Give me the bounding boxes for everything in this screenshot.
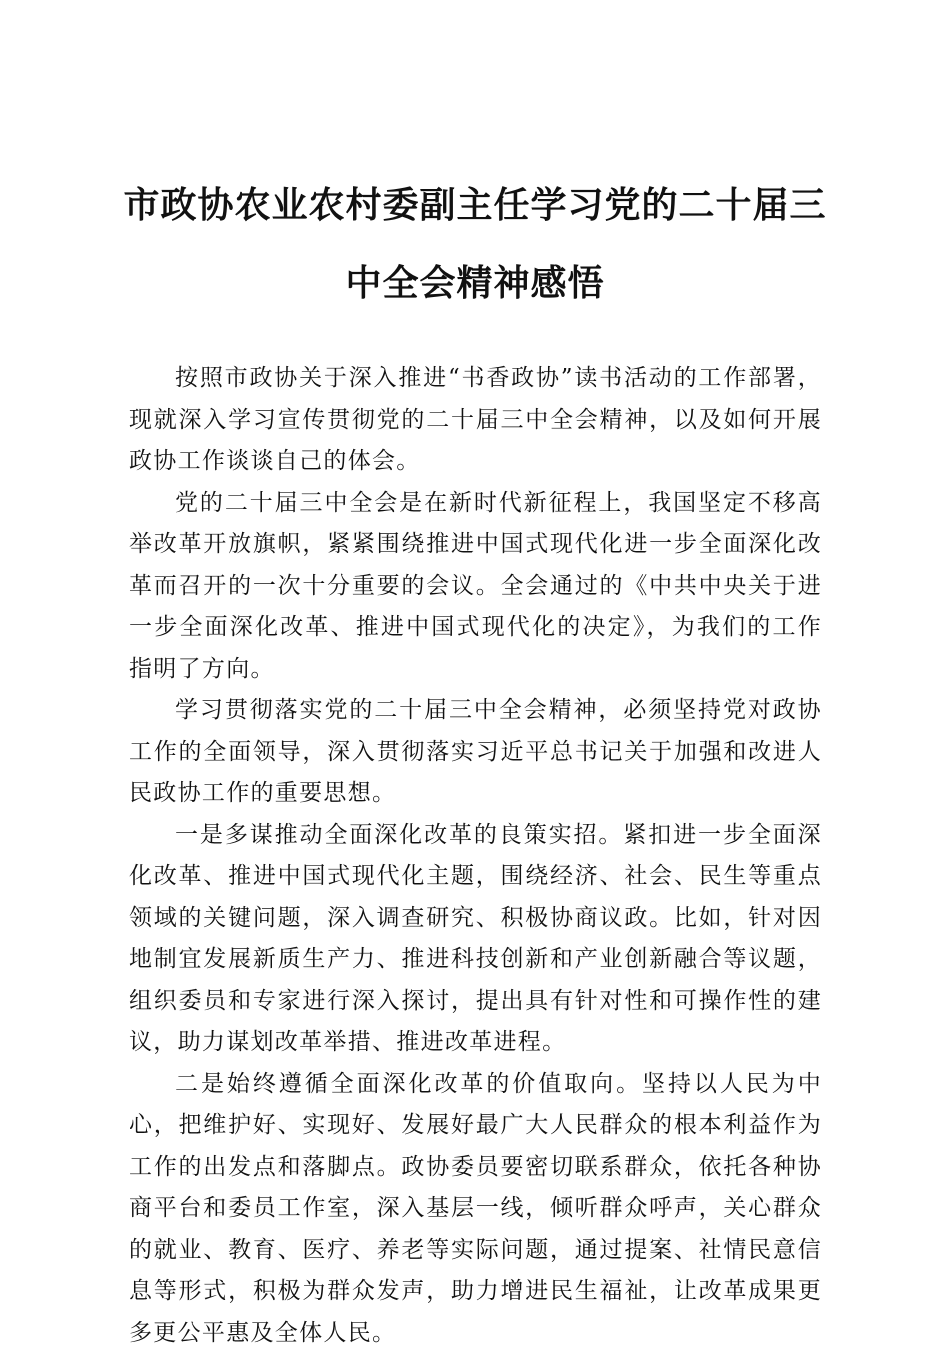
paragraph: 党的二十届三中全会是在新时代新征程上，我国坚定不移高举改革开放旗帜，紧紧围绕推进中国式现代化进一步全面深化改革而召开的一次十分重要的会议。全会通过的《中共中央关于进一步全面深化改革、推进中国式现代化的决定》，为我们的工作指明了方向。 (129, 483, 822, 691)
paragraph: 二是始终遵循全面深化改革的价值取向。坚持以人民为中心，把维护好、实现好、发展好最广大人民群众的根本利益作为工作的出发点和落脚点。政协委员要密切联系群众，依托各种协商平台和委员工作室，深入基层一线，倾听群众呼声，关心群众的就业、教育、医疗、养老等实际问题，通过提案、社情民意信息等形式，积极为群众发声，助力增进民生福祉，让改革成果更多更公平惠及全体人民。 (129, 1064, 822, 1354)
paragraph: 一是多谋推动全面深化改革的良策实招。紧扣进一步全面深化改革、推进中国式现代化主题，围绕经济、社会、民生等重点领域的关键问题，深入调查研究、积极协商议政。比如，针对因地制宜发展新质生产力、推进科技创新和产业创新融合等议题，组织委员和专家进行深入探讨，提出具有针对性和可操作性的建议，助力谋划改革举措、推进改革进程。 (129, 815, 822, 1064)
paragraph: 学习贯彻落实党的二十届三中全会精神，必须坚持党对政协工作的全面领导，深入贯彻落实习近平总书记关于加强和改进人民政协工作的重要思想。 (129, 690, 822, 815)
document-title: 市政协农业农村委副主任学习党的二十届三中全会精神感悟 (110, 166, 840, 322)
paragraph: 按照市政协关于深入推进“书香政协”读书活动的工作部署，现就深入学习宣传贯彻党的二十届三中全会精神，以及如何开展政协工作谈谈自己的体会。 (129, 358, 822, 483)
document-body (129, 358, 822, 1354)
